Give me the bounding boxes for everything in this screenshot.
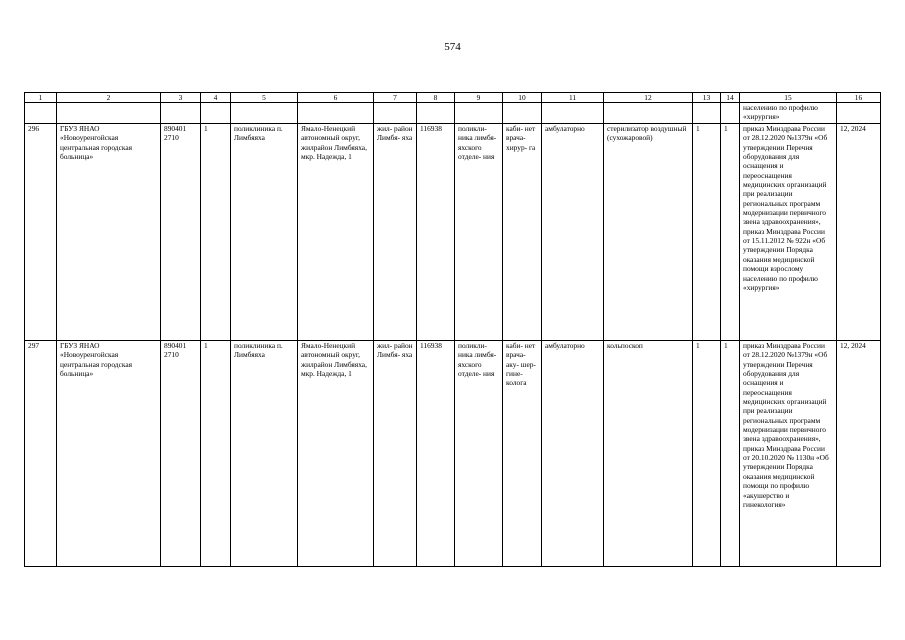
column-header: 11 (542, 93, 604, 103)
cell (201, 103, 231, 124)
cell (374, 103, 417, 124)
column-header: 4 (201, 93, 231, 103)
organization-cell: ГБУЗ ЯНАО «Новоуренгойская центральная городская больница» (57, 124, 161, 341)
quantity-cell: 1 (693, 124, 721, 341)
deadline-cell: 12, 2024 (837, 341, 881, 567)
column-number-row (25, 93, 881, 103)
column-header: 8 (417, 93, 455, 103)
code-cell: 116938 (417, 341, 455, 567)
quantity-cell: 1 (721, 124, 740, 341)
cell (417, 103, 455, 124)
address-cell: Ямало-Ненецкий автономный округ, жилрайон Лимбяяха, мкр. Надежда, 1 (298, 124, 374, 341)
column-header: 14 (721, 93, 740, 103)
column-header: 10 (503, 93, 542, 103)
column-header: 5 (231, 93, 298, 103)
equipment-cell: кольпоскоп (604, 341, 693, 567)
cell (161, 103, 201, 124)
cell (837, 103, 881, 124)
column-header: 12 (604, 93, 693, 103)
office-cell: каби- нет врача- хирур- га (503, 124, 542, 341)
cell (57, 103, 161, 124)
inn-cell: 890401 2710 (161, 341, 201, 567)
table-row (25, 124, 881, 341)
column-header: 16 (837, 93, 881, 103)
cell: 1 (201, 124, 231, 341)
column-header: 7 (374, 93, 417, 103)
cell (25, 103, 57, 124)
cell (542, 103, 604, 124)
row-number: 297 (25, 341, 57, 567)
department-cell: поликли- ника лимбя- яхского отделе- ния (455, 124, 503, 341)
cell (693, 103, 721, 124)
legal-basis-cell: приказ Минздрава России от 28.12.2020 №1379н «Об утверждении Перечня оборудования для оснащения и переоснащения медицинских организаций при реализации региональных программ модернизации первичного звена здравоохранения», приказ Минздрава России от 20.10.2020 № 1130н «Об утверждении Порядка оказания медицинской помощи по профилю «акушерство и гинекология» (740, 341, 837, 567)
table-row (25, 341, 881, 567)
cell (298, 103, 374, 124)
equipment-table (24, 92, 881, 567)
column-header: 6 (298, 93, 374, 103)
locality-cell: жил- район Лимбя- яха (374, 124, 417, 341)
facility-cell: поликлиника п. Лимбяяха (231, 124, 298, 341)
legal-basis-cell: населению по профилю «хирургия» (740, 103, 837, 124)
department-cell: поликли- ника лимбя- яхского отделе- ния (455, 341, 503, 567)
care-type-cell: амбулаторно (542, 341, 604, 567)
column-header: 3 (161, 93, 201, 103)
cell (503, 103, 542, 124)
office-cell: каби- нет врача- аку- шер- гине- колога (503, 341, 542, 567)
deadline-cell: 12, 2024 (837, 124, 881, 341)
quantity-cell: 1 (693, 341, 721, 567)
column-header: 13 (693, 93, 721, 103)
organization-cell: ГБУЗ ЯНАО «Новоуренгойская центральная городская больница» (57, 341, 161, 567)
page-number: 574 (444, 41, 461, 53)
code-cell: 116938 (417, 124, 455, 341)
cell: 1 (201, 341, 231, 567)
address-cell: Ямало-Ненецкий автономный округ, жилрайон Лимбяяха, мкр. Надежда, 1 (298, 341, 374, 567)
care-type-cell: амбулаторно (542, 124, 604, 341)
locality-cell: жил- район Лимбя- яха (374, 341, 417, 567)
equipment-cell: стерилизатор воздушный (сухожаровой) (604, 124, 693, 341)
facility-cell: поликлиника п. Лимбяяха (231, 341, 298, 567)
column-header: 2 (57, 93, 161, 103)
column-header: 15 (740, 93, 837, 103)
legal-basis-cell: приказ Минздрава России от 28.12.2020 №1379н «Об утверждении Перечня оборудования для оснащения и переоснащения медицинских организаций при реализации региональных программ модернизации первичного звена здравоохранения», приказ Минздрава России от 15.11.2012 № 922н «Об утверждении Порядка оказания медицинской помощи взрослому населению по профилю «хирургия» (740, 124, 837, 341)
column-header: 9 (455, 93, 503, 103)
inn-cell: 890401 2710 (161, 124, 201, 341)
column-header: 1 (25, 93, 57, 103)
continuation-row (25, 103, 881, 124)
row-number: 296 (25, 124, 57, 341)
cell (455, 103, 503, 124)
cell (721, 103, 740, 124)
cell (604, 103, 693, 124)
cell (231, 103, 298, 124)
quantity-cell: 1 (721, 341, 740, 567)
